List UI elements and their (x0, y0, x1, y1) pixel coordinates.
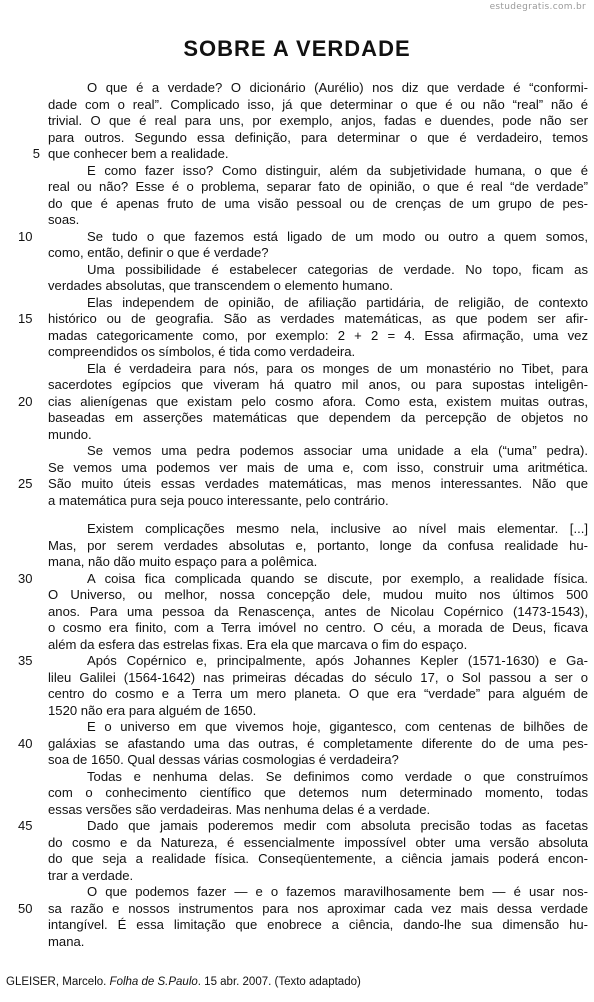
line-text: cias alienígenas que existam pelo cosmo afora. Como esta, existem muitas outras, (48, 393, 588, 409)
line-number: 35 (18, 653, 33, 668)
text-line (48, 868, 588, 885)
site-watermark: estudegratis.com.br (489, 2, 586, 12)
line-number: 15 (18, 311, 33, 326)
line-number: 40 (18, 735, 33, 751)
line-text: mundo. (48, 426, 92, 442)
article-text (18, 80, 588, 950)
line-text: Após Copérnico e, principalmente, após Johannes Kepler (1571-1630) e Ga- (87, 653, 588, 668)
text-line (48, 460, 588, 477)
text-line (48, 587, 588, 604)
line-text: Mas, por serem verdades absolutas e, portanto, longe da confusa realidade hu- (48, 537, 588, 553)
text-line (48, 802, 588, 819)
line-text: A coisa fica complicada quando se discute, por exemplo, a realidade física. (87, 570, 588, 586)
text-line (48, 410, 588, 427)
source-publication: Folha de S.Paulo (109, 976, 198, 988)
line-text: mana, não dão muito espaço para a polêmica. (48, 554, 318, 569)
text-line (48, 130, 588, 147)
text-line (48, 917, 588, 934)
line-text: Existem complicações mesmo nela, inclusive ao nível mais elementar. [...] (87, 521, 588, 536)
text-line (48, 377, 588, 394)
line-text: com o conhecimento científico que detemos num determinado momento, todas (48, 785, 588, 800)
text-line (48, 278, 588, 295)
source-author: GLEISER, Marcelo. (6, 976, 110, 988)
text-line (48, 835, 588, 852)
text-line (48, 262, 588, 279)
line-text: histórico ou de geografia. São as verdades matemáticas, as que podem ser afir- (48, 311, 588, 326)
line-number: 50 (18, 900, 33, 916)
line-text: Uma possibilidade é estabelecer categorias de verdade. No topo, ficam as (87, 261, 588, 277)
text-line (48, 80, 588, 97)
text-line (18, 570, 588, 588)
text-line (48, 719, 588, 736)
line-text: que conhecer bem a realidade. (48, 146, 229, 161)
line-text: centro do cosmo e a Terra um mero planeta. O que era “verdade” para alguém de (48, 686, 588, 701)
text-line (48, 493, 588, 510)
line-text: O Universo, ou melhor, nossa concepção dele, mudou muito nos últimos 500 (48, 587, 588, 602)
line-text: Se vemos uma podemos ver mais de uma e, com isso, construir uma aritmética. (48, 459, 588, 475)
text-line (48, 361, 588, 378)
text-line (18, 476, 588, 493)
text-line (18, 311, 588, 328)
text-line (48, 554, 588, 571)
line-text: lileu Galilei (1564-1642) nas primeiras décadas do século 17, o Sol passou a ser o (48, 669, 588, 685)
text-line (48, 620, 588, 637)
text-line (48, 427, 588, 444)
line-number: 30 (18, 570, 33, 586)
line-text: a matemática pura seja pouco interessante, pelo contrário. (48, 492, 389, 508)
line-text: E como fazer isso? Como distinguir, além da subjetividade humana, o que é (87, 162, 588, 178)
line-text: do que seja a realidade física. Conseqüentemente, a ciência jamais poderá encon- (48, 851, 588, 866)
text-line (48, 538, 588, 555)
text-line (18, 228, 588, 246)
line-text: verdades absolutas, que transcendem o elemento humano. (48, 278, 394, 293)
line-text: E o universo em que vivemos hoje, gigantesco, com centenas de bilhões de (87, 719, 588, 734)
text-line (18, 653, 588, 670)
line-number: 10 (18, 228, 33, 244)
line-text: dade com o real”. Complicado isso, já que determinar o que é ou não “real” não é (48, 96, 588, 112)
text-line (32, 146, 588, 163)
line-text: soas. (48, 212, 80, 227)
line-text: O que é a verdade? O dicionário (Aurélio) nos diz que verdade é “conformi- (87, 80, 588, 95)
line-text: Ela é verdadeira para nós, para os monges de um monastério no Tibet, para (87, 360, 588, 376)
source-details: . 15 abr. 2007. (Texto adaptado) (197, 976, 361, 988)
line-text: sacerdotes egípcios que viveram há quatro mil anos, ou para supostas inteligên- (48, 377, 588, 392)
text-line (48, 934, 588, 951)
line-number: 5 (32, 146, 40, 161)
line-text: baseadas em asserções matemáticas que dependem da percepção de objetos no (48, 410, 588, 425)
text-line (48, 97, 588, 114)
text-line (48, 769, 588, 786)
text-line (48, 328, 588, 345)
text-line (18, 735, 588, 753)
line-text: do que é apenas fruto de uma visão pessoal ou de crenças de um grupo de pes- (48, 195, 588, 211)
line-text: como, então, definir o que é verdade? (48, 245, 269, 260)
text-line (48, 196, 588, 213)
text-line (18, 900, 588, 918)
text-line (48, 113, 588, 130)
text-line (48, 521, 588, 538)
line-text: anos. Para uma pessoa da Renascença, antes de Nicolau Copérnico (1473-1543), (48, 603, 588, 619)
line-text: Dado que jamais poderemos medir com absoluta precisão todas as facetas (87, 818, 588, 833)
text-line (48, 884, 588, 901)
line-text: mana. (48, 933, 85, 949)
line-text: essas versões são verdadeiras. Mas nenhuma delas é a verdade. (48, 801, 431, 817)
line-text: do cosmo e da Natureza, é essencialmente impossível obter uma versão absoluta (48, 834, 588, 850)
line-text: compreendidos os símbolos, é tida como verdadeira. (48, 344, 356, 359)
text-line (48, 443, 588, 460)
line-text: madas categoricamente como, por exemplo: 2 + 2 = 4. Essa afirmação, uma vez (48, 327, 588, 343)
line-text: Se vemos uma pedra podemos associar uma unidade a ela (“uma” pedra). (87, 443, 588, 458)
line-text: Se tudo o que fazemos está ligado de um modo ou outro a quem somos, (87, 228, 588, 244)
text-line (48, 851, 588, 868)
page-title: SOBRE A VERDADE (183, 36, 411, 61)
source-citation (6, 976, 361, 988)
text-line (18, 818, 588, 835)
line-text: trivial. O que é real para uns, por exemplo, anjos, fadas e duendes, pode não ser (48, 113, 588, 128)
text-line (48, 295, 588, 312)
line-text: sa razão e nossos instrumentos para nos aproximar cada vez mais dessa verdade (48, 900, 588, 916)
line-text: soa de 1650. Qual dessas várias cosmologias é verdadeira? (48, 752, 399, 767)
text-line (48, 703, 588, 720)
text-line (48, 179, 588, 196)
text-line (48, 604, 588, 621)
line-text: 1520 não era para alguém de 1650. (48, 702, 257, 718)
line-text: para outros. Segundo essa definição, para determinar o que é verdadeiro, temos (48, 129, 588, 145)
text-line (48, 212, 588, 229)
text-line (48, 637, 588, 654)
text-line (48, 670, 588, 687)
line-text: Elas independem de opinião, de afiliação partidária, de religião, de contexto (87, 294, 588, 310)
line-number: 45 (18, 818, 33, 833)
line-text: real ou não? Esse é o problema, separar fato de opinião, o que é real “de verdade” (48, 179, 588, 194)
line-text: trar a verdade. (48, 867, 134, 883)
text-line (48, 344, 588, 361)
line-text: além da esfera das estrelas fixas. Era ela que marcava o fim do espaço. (48, 636, 468, 652)
line-text: o cosmo era finito, com a Terra imóvel no centro. O céu, a morada de Deus, ficava (48, 620, 588, 635)
line-text: O que podemos fazer — e o fazemos maravilhosamente bem — é usar nos- (87, 884, 588, 899)
text-line (48, 245, 588, 262)
text-line (48, 686, 588, 703)
line-number: 20 (18, 393, 33, 409)
text-line (48, 752, 588, 769)
line-text: São muito úteis essas verdades matemáticas, mas menos interessantes. Não que (48, 476, 588, 491)
line-text: Todas e nenhuma delas. Se definimos como verdade o que construímos (87, 768, 588, 784)
text-line (48, 785, 588, 802)
line-text: intangível. É essa limitação que enobrece a ciência, dando-lhe sua dimensão hu- (48, 917, 588, 932)
line-number: 25 (18, 476, 33, 491)
text-line (48, 163, 588, 180)
text-line (18, 393, 588, 411)
line-text: galáxias se afastando uma das outras, é completamente diferente do de uma pes- (48, 735, 588, 751)
